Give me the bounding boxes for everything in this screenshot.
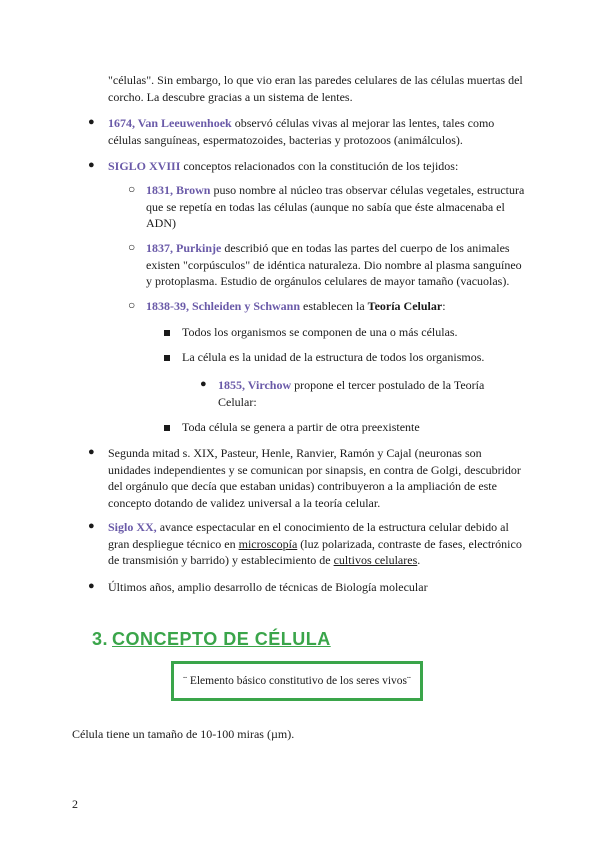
item-text: :	[442, 299, 446, 313]
item-text: Celular:	[218, 394, 257, 409]
bullet-icon: ●	[88, 116, 95, 128]
item-text: conceptos relacionados con la constitución de los tejidos:	[180, 159, 459, 173]
item-text: puso nombre al núcleo tras observar células vegetales, estructura	[210, 183, 525, 197]
postulate-2: La célula es la unidad de la estructura de todos los organismos.	[182, 350, 485, 364]
circle-bullet-icon: ○	[128, 298, 136, 312]
item-text: describió que en todas las partes del cuerpo de los animales	[221, 241, 510, 255]
item-text: gran despliegue técnico en	[108, 536, 239, 551]
bold-term: Teoría Celular	[367, 299, 443, 313]
square-bullet-icon	[164, 330, 170, 336]
highlight-date: SIGLO XVIII	[108, 159, 181, 173]
item-text: del orgánulo que decía que estaban unidas) contribuyeron a la ampliación de este	[108, 479, 497, 493]
sublist-item-virchow	[218, 377, 526, 410]
highlight-date: 1831, Brown	[146, 183, 211, 197]
item-text: unidades independientes y se comunican por sinapsis, en contra de Golgi, descubridor	[108, 462, 521, 477]
item-text: y protoplasma. Estudio de orgánulos celulares de mayor tamaño (vacuolas).	[146, 274, 510, 288]
list-item-ultimos-anos: Últimos años, amplio desarrollo de técnicas de Biología molecular	[108, 580, 428, 594]
section-number: 3.	[92, 629, 109, 649]
highlight-date: Siglo XX,	[108, 520, 157, 534]
list-item-siglo-xviii	[108, 158, 526, 175]
item-text: células sanguíneas, espermatozoides, bacterias y protozoos (animálculos).	[108, 132, 463, 147]
underlined-term-microscopia: microscopía	[238, 536, 298, 551]
bullet-icon: ●	[88, 520, 95, 532]
bullet-icon: ●	[88, 580, 95, 592]
highlight-date: 1674, Van Leeuwenhoek	[108, 116, 232, 130]
square-bullet-icon	[164, 425, 170, 431]
sublist-item-brown	[146, 182, 526, 232]
list-item-siglo-xx	[108, 519, 526, 569]
list-item-leeuwenhoek	[108, 115, 526, 148]
intro-paragraph	[108, 72, 526, 105]
item-text: ADN)	[146, 216, 176, 230]
postulate-1: Todos los organismos se componen de una o más células.	[182, 325, 458, 339]
postulate-3: Toda célula se genera a partir de otra preexistente	[182, 420, 420, 434]
highlight-date: 1837, Purkinje	[146, 241, 222, 255]
item-text: establecen la	[300, 299, 368, 313]
item-text: observó células vivas al mejorar las lentes, tales como	[231, 116, 495, 130]
underlined-term-cultivos: cultivos celulares	[333, 553, 418, 567]
cell-size-text: Célula tiene un tamaño de 10-100 miras (µm).	[72, 727, 295, 741]
intro-line-2: corcho. La descubre gracias a un sistema de lentes.	[108, 89, 353, 104]
item-text: de transmisión y barrido) y establecimiento de	[108, 553, 334, 567]
highlight-date: 1855, Virchow	[218, 378, 292, 392]
square-bullet-icon	[164, 355, 170, 361]
section-title: CONCEPTO DE CÉLULA	[112, 629, 331, 649]
item-text: (luz polarizada, contraste de fases, electrónico	[297, 536, 522, 551]
definition-text: ¨ Elemento básico constitutivo de los seres vivos¨	[183, 675, 411, 687]
intro-line-1: "células". Sin embargo, lo que vio eran las paredes celulares de las células muertas del	[108, 73, 523, 87]
bullet-icon: ●	[88, 446, 95, 458]
highlight-date: 1838-39, Schleiden y Schwann	[146, 299, 301, 313]
bullet-icon: ●	[200, 378, 207, 390]
item-text: concepto dotando de validez universal a la teoría celular.	[108, 495, 381, 510]
item-text: que se repetía en todas las células (aunque no sabía que éste almacenaba el	[146, 199, 505, 214]
item-text: .	[417, 553, 421, 567]
bullet-icon: ●	[88, 159, 95, 171]
item-text: propone el tercer postulado de la Teoría	[291, 378, 485, 392]
circle-bullet-icon: ○	[128, 240, 136, 254]
item-text: existen "corpúsculos" de idéntica naturaleza. Dio nombre al plasma sanguíneo	[146, 257, 522, 272]
list-item-segunda-mitad	[108, 445, 526, 511]
section-heading	[92, 629, 331, 650]
circle-bullet-icon: ○	[128, 182, 136, 196]
page-number: 2	[72, 797, 78, 811]
item-text: avance espectacular en el conocimiento de la estructura celular debido al	[156, 520, 509, 534]
sublist-item-purkinje	[146, 240, 526, 290]
item-text: Segunda mitad s. XIX, Pasteur, Henle, Ranvier, Ramón y Cajal (neuronas son	[108, 446, 482, 460]
sublist-item-schleiden-schwann	[146, 298, 526, 315]
definition-box	[171, 661, 423, 701]
